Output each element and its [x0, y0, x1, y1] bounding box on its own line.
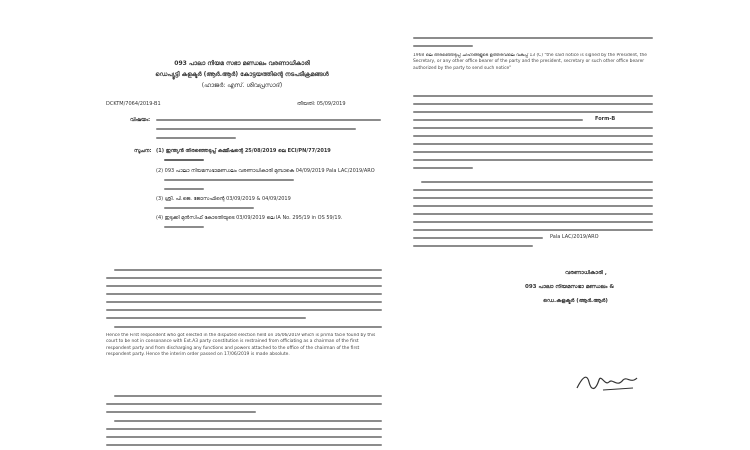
- date: തീയതി: 05/09/2019: [297, 101, 346, 107]
- reference-label: സൂചന:: [134, 148, 152, 154]
- designation-label: വരണാധികാരി ,: [565, 270, 607, 276]
- reference-item-4: (4) ഇടുക്കി മുൻസിഫ് കോടതിയുടെ 03/09/2019 ലെ IA No. 295/19 in OS 59/19.: [156, 215, 343, 221]
- court-order-quote: Hence the First respondent who got elected in the disputed election held on 16/06/2019 which is prima facie found by this court to be not in consonance with Ext.A3 party constitution is restrained from officiating as a chairman of the first respondent party and from discharging any functions and powers attached to the office of the chairman of the first respondent party. Hence the interim order passed on 17/06/2019 is made absolute.: [106, 333, 376, 357]
- reference-item-2: (2) 093 പാലാ നിയമസഭാമണ്ഡലം വരണാധികാരി മുമ്പാകെ 04/09/2019 Pala LAC/2019/ARO: [156, 168, 375, 174]
- reference-number: DCKTM/7064/2019-B1: [106, 101, 161, 107]
- reference-item-3: (3) ശ്രീ. പി.ജെ. ജോസഫിന്റെ 03/09/2019 & 04/09/2019: [156, 196, 291, 202]
- rule-quote-paragraph: 1968 ലെ തിരഞ്ഞെടുപ്പ് ചിഹ്നങ്ങളുടെ ഉത്തരവിലെ വകുപ്പ് 13 (C) "the said notice is signed by the President, the Secretary, or any other office bearer of the party and the president, secretary or such other office bearer authorized by the party to send such notice": [413, 53, 647, 71]
- header-line-1: 093 പാലാ നിയമ സഭാ മണ്ഡലം വരണാധികാരി: [174, 60, 310, 67]
- signature: [573, 368, 653, 398]
- subject-label: വിഷയം:: [130, 117, 151, 123]
- reference-item-1: (1) ഇന്ത്യൻ തിരഞ്ഞെടുപ്പ് കമ്മീഷന്റെ 25/08/2019 ലെ ECI/PN/77/2019: [156, 148, 331, 154]
- form-b-label: Form-B: [595, 116, 616, 122]
- signatory-line-2: ഡെ.കളക്ടർ (ആർ.ആർ): [543, 298, 608, 304]
- document-number: Pala LAC/2019/ARO: [550, 234, 599, 240]
- header-line-3: (ഹാജർ: എസ്. ശിവപ്രസാദ്): [201, 82, 283, 89]
- signatory-line-1: 093 പാലാ നിയമസഭാ മണ്ഡലം &: [525, 284, 615, 290]
- header-line-2: ഡെപ്യൂട്ടി കളക്ടർ (ആർ.ആർ) കോട്ടയത്തിന്റെ നടപടിക്രമങ്ങൾ: [155, 71, 329, 78]
